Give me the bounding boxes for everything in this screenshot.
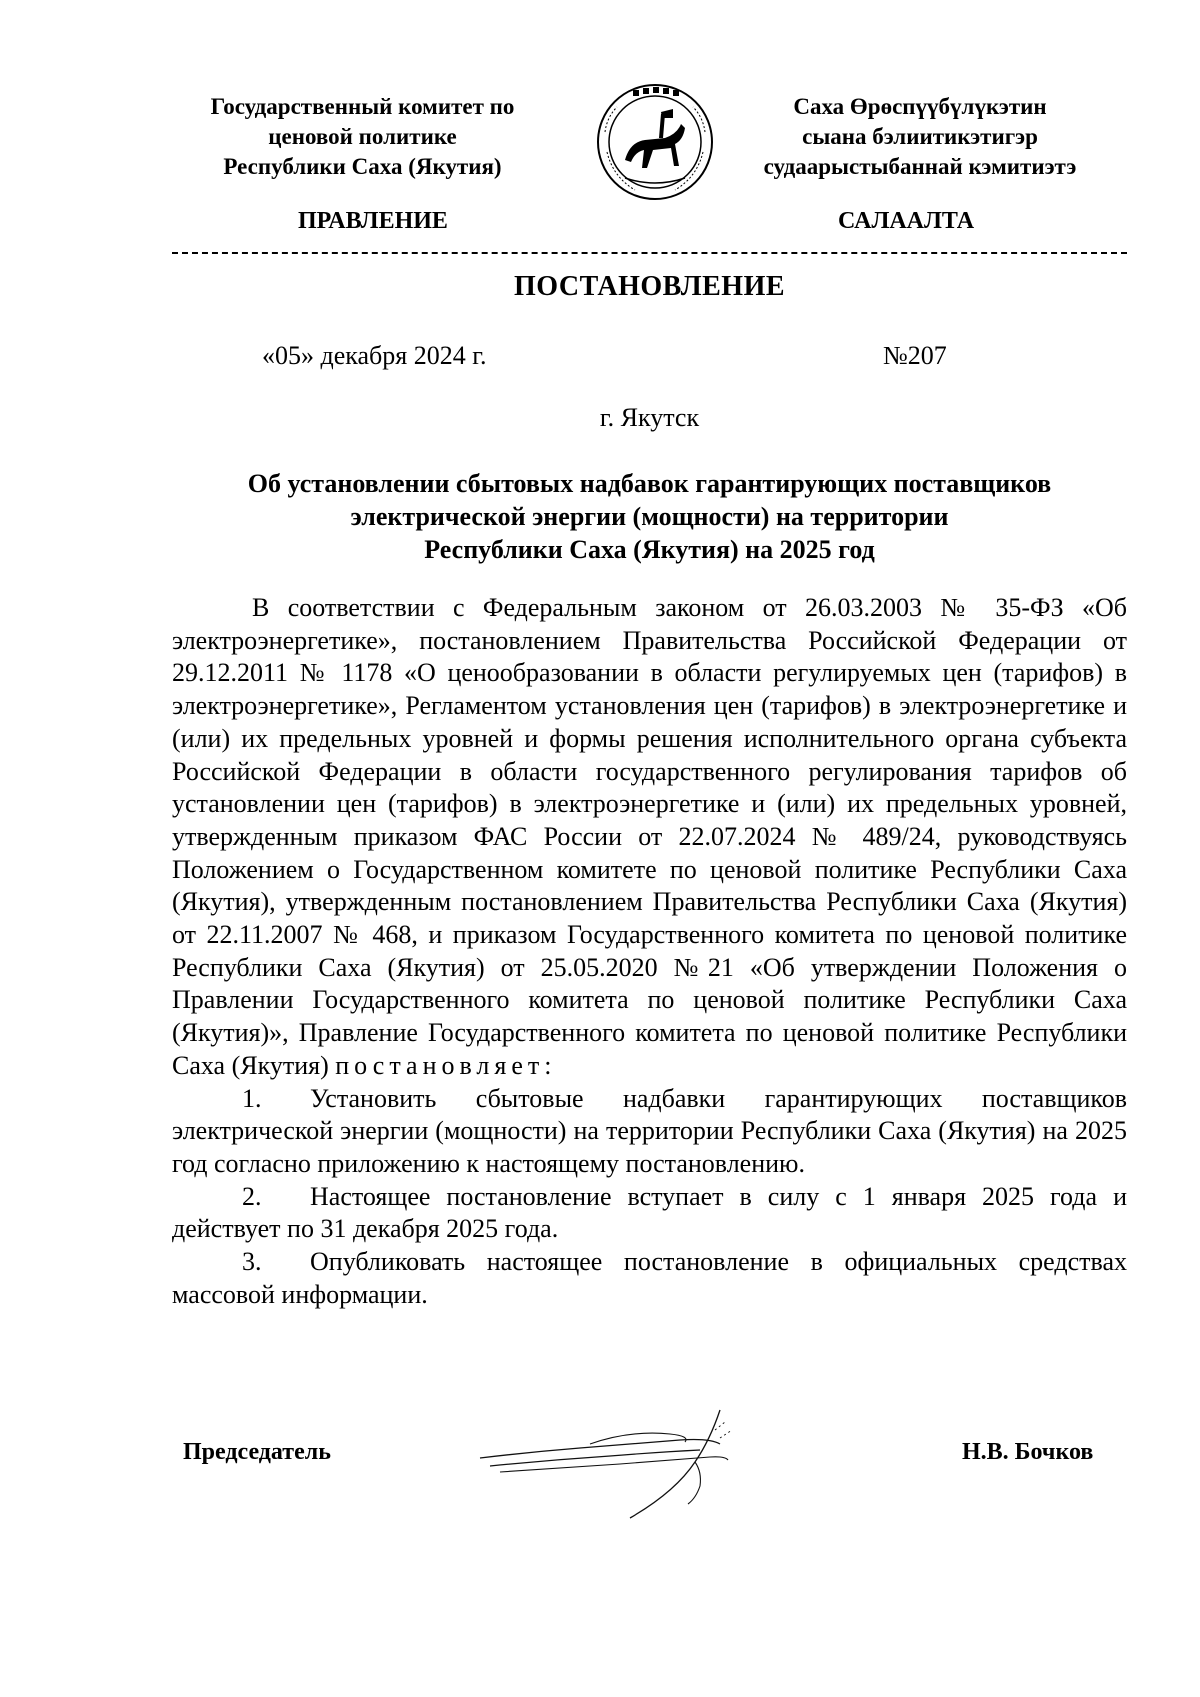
signatory-name: Н.В. Бочков [962, 1439, 1094, 1465]
decree-word: постановляет: [335, 1050, 557, 1080]
subject-line: Об установлении сбытовых надбавок гарантирующих поставщиков [247, 469, 1052, 498]
list-item [172, 1246, 1127, 1311]
item-text: Настоящее постановление вступает в силу с 1 января 2025 года и действует по 31 декабря 2025 года. [172, 1181, 1127, 1244]
item-number: 2. [242, 1181, 262, 1211]
preamble-paragraph [172, 592, 1127, 1083]
list-item [172, 1181, 1127, 1246]
header-right-line: Саха Өрөспүүбүлүкэтин [793, 94, 1047, 119]
header-right-line: судаарыстыбаннай кэмитиэтэ [763, 154, 1077, 179]
document-body [172, 592, 1127, 1311]
header-left-line: Республики Саха (Якутия) [223, 154, 502, 179]
header-divider [172, 252, 1127, 254]
document-city: г. Якутск [599, 403, 700, 432]
item-number: 3. [242, 1247, 262, 1277]
item-text: Опубликовать настоящее постановление в официальных средствах массовой информации. [172, 1247, 1127, 1309]
header-left-subtitle: ПРАВЛЕНИЕ [298, 208, 448, 234]
item-text: Установить сбытовые надбавки гарантирующих поставщиков электрической энергии (мощности) на территории Республики Саха (Якутия) на 2025 год согласно приложению к настоящему постановлению. [172, 1083, 1127, 1178]
subject-line: Республики Саха (Якутия) на 2025 год [424, 535, 875, 564]
preamble-text: В соответствии с Федеральным законом от 26.03.2003 № 35-ФЗ «Об электроэнергетике», постановлением Правительства Российской Федерации от 29.12.2011 № 1178 «О ценообразовании в области регулируемых цен (тарифов) в электроэнергетике», Регламентом установления цен (тарифов) в электроэнергетике и (или) их предельных уровней и формы решения исполнительного органа субъекта Российской Федерации в области государственного регулирования тарифов об установлении цен (тарифов) в электроэнергетике и (или) их предельных уровней, утвержденным приказом ФАС России от 22.07.2024 № 489/24, руководствуясь Положением о Государственном комитете по ценовой политике Республики Саха (Якутия), утвержденным постановлением Правительства Республики Саха (Якутия) от 22.11.2007 № 468, и приказом Государственного комитета по ценовой политике Республики Саха (Якутия) от 25.05.2020 №21 «Об утверждении Положения о Правлении Государственного комитета по ценовой политике Республики Саха (Якутия)», Правление Государственного комитета по ценовой политике Республики Саха (Якутия) [172, 593, 1127, 1080]
signatory-title: Председатель [183, 1439, 331, 1465]
sakha-republic-emblem-icon [595, 82, 715, 202]
document-subject [172, 467, 1127, 566]
handwritten-signature-icon [470, 1400, 790, 1520]
header-right-org-name [720, 92, 1120, 182]
document-title: ПОСТАНОВЛЕНИЕ [513, 271, 786, 302]
header-right-subtitle: САЛААЛТА [838, 208, 975, 234]
header-left-line: Государственный комитет по [210, 94, 515, 119]
subject-line: электрической энергии (мощности) на территории [350, 502, 949, 531]
header-left-org-name [185, 92, 540, 182]
header-right-line: сыана бэлиитикэтигэр [802, 124, 1038, 149]
document-date: «05» декабря 2024 г. [262, 341, 487, 370]
header-left-line: ценовой политике [268, 124, 457, 149]
document-number: №207 [883, 341, 947, 370]
list-item [172, 1083, 1127, 1181]
item-number: 1. [242, 1083, 262, 1113]
